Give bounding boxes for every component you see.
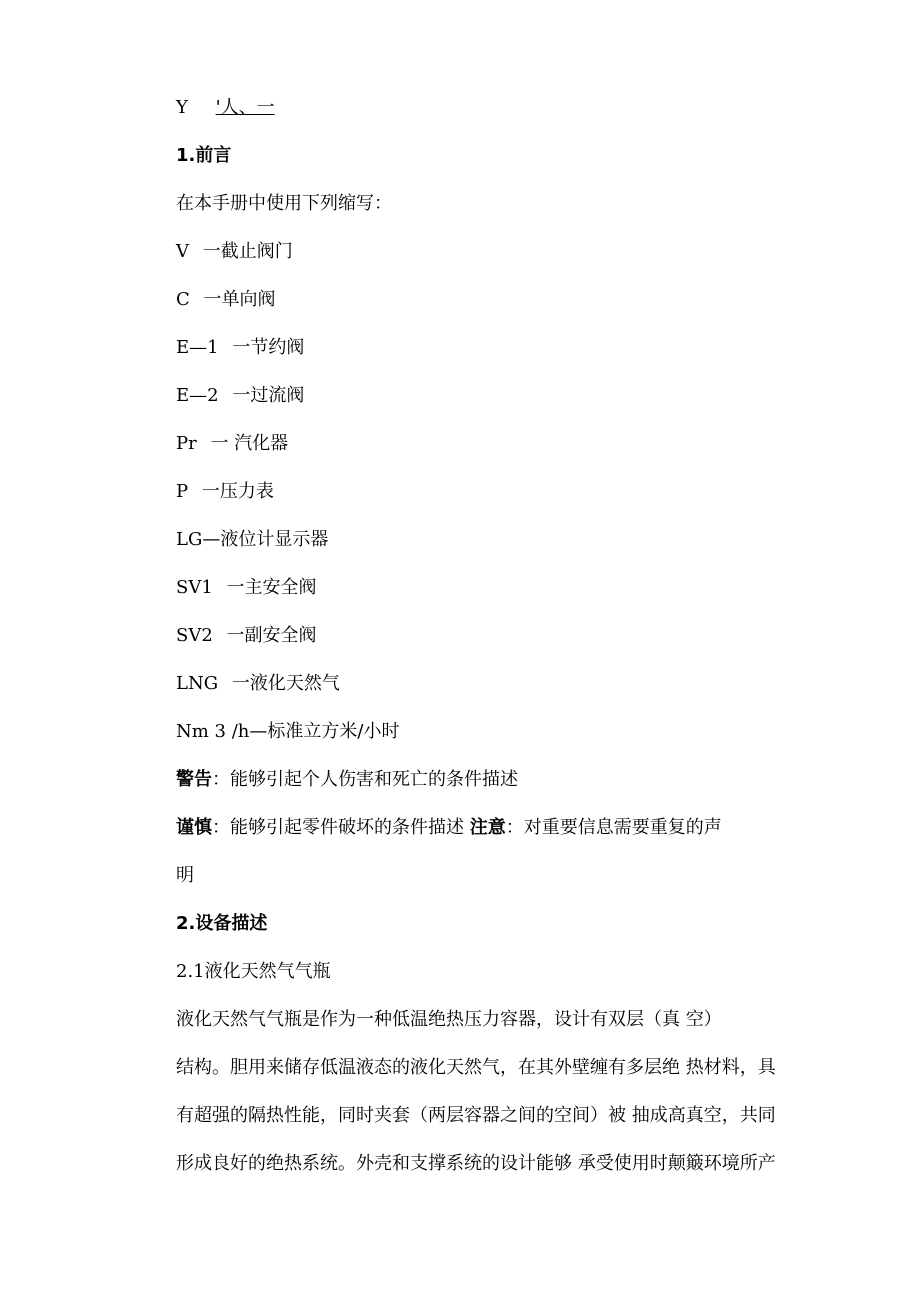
abbrev-desc: 一压力表 xyxy=(201,481,274,502)
abbrev-desc: 一节约阀 xyxy=(232,337,305,358)
abbrev-desc: 一截止阀门 xyxy=(202,241,293,262)
abbrev-desc: —标准立方米/小时 xyxy=(249,721,400,742)
abbrev-code: C xyxy=(176,289,190,310)
abbrev-desc: 一主安全阀 xyxy=(226,577,317,598)
abbrev-code: V xyxy=(176,241,189,262)
abbrev-item xyxy=(176,432,288,456)
notice-text: ：对重要信息需要重复的声 xyxy=(505,817,722,838)
section2-title: 2.设备描述 xyxy=(176,913,268,934)
abbrev-item xyxy=(176,288,276,312)
abbrev-code: LG xyxy=(176,529,203,550)
notice-label: 注意 xyxy=(469,817,506,838)
abbrev-code: SV2 xyxy=(176,625,213,646)
section1-intro: 在本手册中使用下列缩写： xyxy=(176,193,392,214)
abbrev-item xyxy=(176,480,274,504)
caution-notice-note xyxy=(176,816,722,840)
section1-title: 1.前言 xyxy=(176,145,232,166)
paragraph-line: 结构。胆用来储存低温液态的液化天然气，在其外壁缠有多层绝 热材料，具 xyxy=(176,1057,776,1078)
abbrev-code: LNG xyxy=(176,673,219,694)
abbrev-desc: 一副安全阀 xyxy=(226,625,317,646)
abbrev-item xyxy=(176,240,293,264)
abbrev-code: Pr xyxy=(176,433,197,454)
abbrev-item xyxy=(176,624,317,648)
caution-label: 谨慎 xyxy=(176,817,212,838)
abbrev-code: Nm 3 /h xyxy=(176,721,250,742)
warning-note xyxy=(176,768,518,792)
abbrev-item xyxy=(176,336,304,360)
subsection-text: 液化天然气气瓶 xyxy=(204,961,331,982)
abbrev-desc: 一过流阀 xyxy=(232,385,305,406)
abbrev-item xyxy=(176,672,340,696)
subsection-title xyxy=(176,960,331,984)
subsection-number: 2.1 xyxy=(176,961,205,982)
abbrev-item xyxy=(176,720,399,744)
notice-continuation: 明 xyxy=(176,865,194,886)
abbrev-code: E—1 xyxy=(176,337,219,358)
header-underlined-text: '人、一 xyxy=(215,97,275,118)
abbrev-desc: 一液化天然气 xyxy=(231,673,340,694)
paragraph-line: 有超强的隔热性能，同时夹套（两层容器之间的空间）被 抽成高真空，共同 xyxy=(176,1105,776,1126)
paragraph-line: 形成良好的绝热系统。外壳和支撑系统的设计能够 承受使用时颠簸环境所产 xyxy=(176,1153,776,1174)
abbrev-item xyxy=(176,384,304,408)
abbrev-desc: 一单向阀 xyxy=(203,289,276,310)
abbrev-desc: 一 汽化器 xyxy=(210,433,289,454)
abbrev-item xyxy=(176,576,317,600)
abbrev-code: E—2 xyxy=(176,385,219,406)
header-y-mark: Y xyxy=(176,97,188,118)
abbrev-item xyxy=(176,528,328,552)
abbrev-desc: —液位计显示器 xyxy=(202,529,329,550)
abbrev-code: SV1 xyxy=(176,577,213,598)
warning-text: ：能够引起个人伤害和死亡的条件描述 xyxy=(212,769,518,790)
warning-label: 警告 xyxy=(176,769,212,790)
header-line xyxy=(176,96,275,120)
caution-text: ：能够引起零件破坏的条件描述 xyxy=(212,817,470,838)
paragraph-line: 液化天然气气瓶是作为一种低温绝热压力容器，设计有双层（真 空） xyxy=(176,1009,722,1030)
abbrev-code: P xyxy=(176,481,189,502)
